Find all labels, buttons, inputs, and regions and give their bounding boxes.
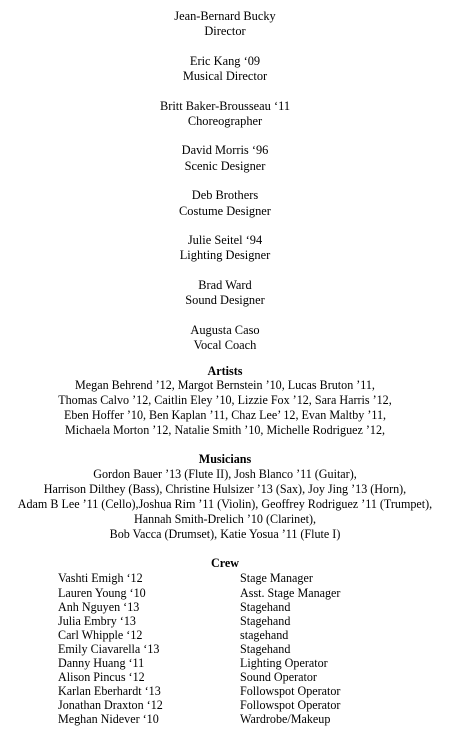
musicians-line: Harrison Dilthey (Bass), Christine Hulsizer ’13 (Sax), Joy Jing ’13 (Horn),	[43, 481, 407, 496]
credit-name: Britt Baker-Brousseau ‘11	[159, 98, 291, 113]
crew-member-role: Asst. Stage Manager	[240, 585, 341, 600]
crew-member-name: Lauren Young ‘10	[58, 585, 146, 600]
credit-entry	[0, 233, 450, 264]
crew-row	[0, 600, 450, 614]
crew-member-role: Followspot Operator	[240, 698, 341, 713]
musicians-heading: Musicians	[198, 452, 252, 467]
credit-entry	[0, 323, 450, 354]
musicians-line: Gordon Bauer ’13 (Flute II), Josh Blanco ’11 (Guitar),	[93, 466, 357, 481]
crew-member-role: stagehand	[240, 627, 289, 642]
crew-row	[0, 670, 450, 684]
credit-entry	[0, 143, 450, 174]
crew-member-name: Danny Huang ‘11	[58, 656, 145, 671]
artists-line: Michaela Morton ’12, Natalie Smith ’10, Michelle Rodriguez ’12,	[64, 423, 386, 438]
crew-member-name: Julia Embry ‘13	[58, 613, 136, 628]
crew-member-role: Stagehand	[240, 641, 291, 656]
crew-member-name: Alison Pincus ‘12	[58, 670, 145, 685]
credit-name: Jean-Bernard Bucky	[174, 9, 276, 23]
crew-member-role: Stagehand	[240, 613, 291, 628]
artists-section	[0, 364, 450, 439]
credit-name: Eric Kang ‘09	[189, 53, 261, 68]
crew-member-name: Karlan Eberhardt ‘13	[58, 684, 161, 699]
crew-row	[0, 698, 450, 712]
credit-entry	[0, 99, 450, 130]
credit-name: Brad Ward	[198, 277, 252, 292]
credit-role: Vocal Coach	[193, 338, 257, 353]
credit-role: Director	[204, 24, 246, 39]
credit-entry	[0, 54, 450, 85]
artists-line: Eben Hoffer ’10, Ben Kaplan ’11, Chaz Lee’ 12, Evan Maltby ’11,	[63, 408, 387, 423]
credit-entry	[0, 278, 450, 309]
crew-member-role: Stage Manager	[240, 571, 313, 586]
credit-role: Costume Designer	[179, 203, 271, 218]
credit-name: Deb Brothers	[191, 188, 259, 203]
credit-role: Choreographer	[187, 114, 263, 129]
crew-member-name: Vashti Emigh ‘12	[58, 571, 143, 586]
musicians-line: Hannah Smith-Drelich ’10 (Clarinet),	[133, 511, 317, 526]
credit-name: Augusta Caso	[190, 322, 260, 337]
artists-line: Thomas Calvo ’12, Caitlin Eley ’10, Lizzie Fox ’12, Sara Harris ’12,	[58, 393, 392, 408]
crew-member-name: Carl Whipple ‘12	[58, 627, 143, 642]
credit-role: Scenic Designer	[184, 158, 266, 173]
crew-member-role: Lighting Operator	[240, 656, 328, 671]
crew-member-role: Followspot Operator	[240, 684, 341, 699]
crew-row	[0, 571, 450, 585]
musicians-line: Bob Vacca (Drumset), Katie Yosua ’11 (Flute I)	[109, 526, 341, 541]
musicians-line: Adam B Lee ’11 (Cello),Joshua Rim ’11 (Violin), Geoffrey Rodriguez ’11 (Trumpet),	[17, 496, 433, 511]
crew-member-name: Meghan Nidever ‘10	[58, 712, 159, 727]
production-credits	[0, 0, 450, 354]
credit-name: Julie Seitel ‘94	[187, 233, 263, 248]
crew-member-name: Emily Ciavarella ‘13	[58, 641, 160, 656]
crew-row	[0, 684, 450, 698]
artists-line: Megan Behrend ’12, Margot Bernstein ’10, Lucas Bruton ’11,	[75, 378, 375, 393]
credit-role: Sound Designer	[185, 293, 265, 308]
credit-name: David Morris ‘96	[181, 143, 269, 158]
crew-member-role: Sound Operator	[240, 670, 317, 685]
crew-row	[0, 712, 450, 726]
crew-row	[0, 656, 450, 670]
crew-row	[0, 586, 450, 600]
crew-member-role: Stagehand	[240, 599, 291, 614]
crew-row	[0, 628, 450, 642]
crew-row	[0, 614, 450, 628]
crew-member-role: Wardrobe/Makeup	[240, 712, 331, 727]
credit-entry	[0, 188, 450, 219]
artists-heading: Artists	[207, 363, 243, 378]
crew-heading: Crew	[211, 556, 239, 571]
credit-role: Lighting Designer	[179, 248, 271, 263]
credit-role: Musical Director	[182, 69, 268, 84]
credit-entry	[0, 9, 450, 40]
crew-member-name: Jonathan Draxton ‘12	[58, 698, 163, 713]
crew-section	[0, 556, 450, 726]
musicians-section	[0, 452, 450, 541]
crew-member-name: Anh Nguyen ‘13	[58, 599, 140, 614]
crew-row	[0, 642, 450, 656]
